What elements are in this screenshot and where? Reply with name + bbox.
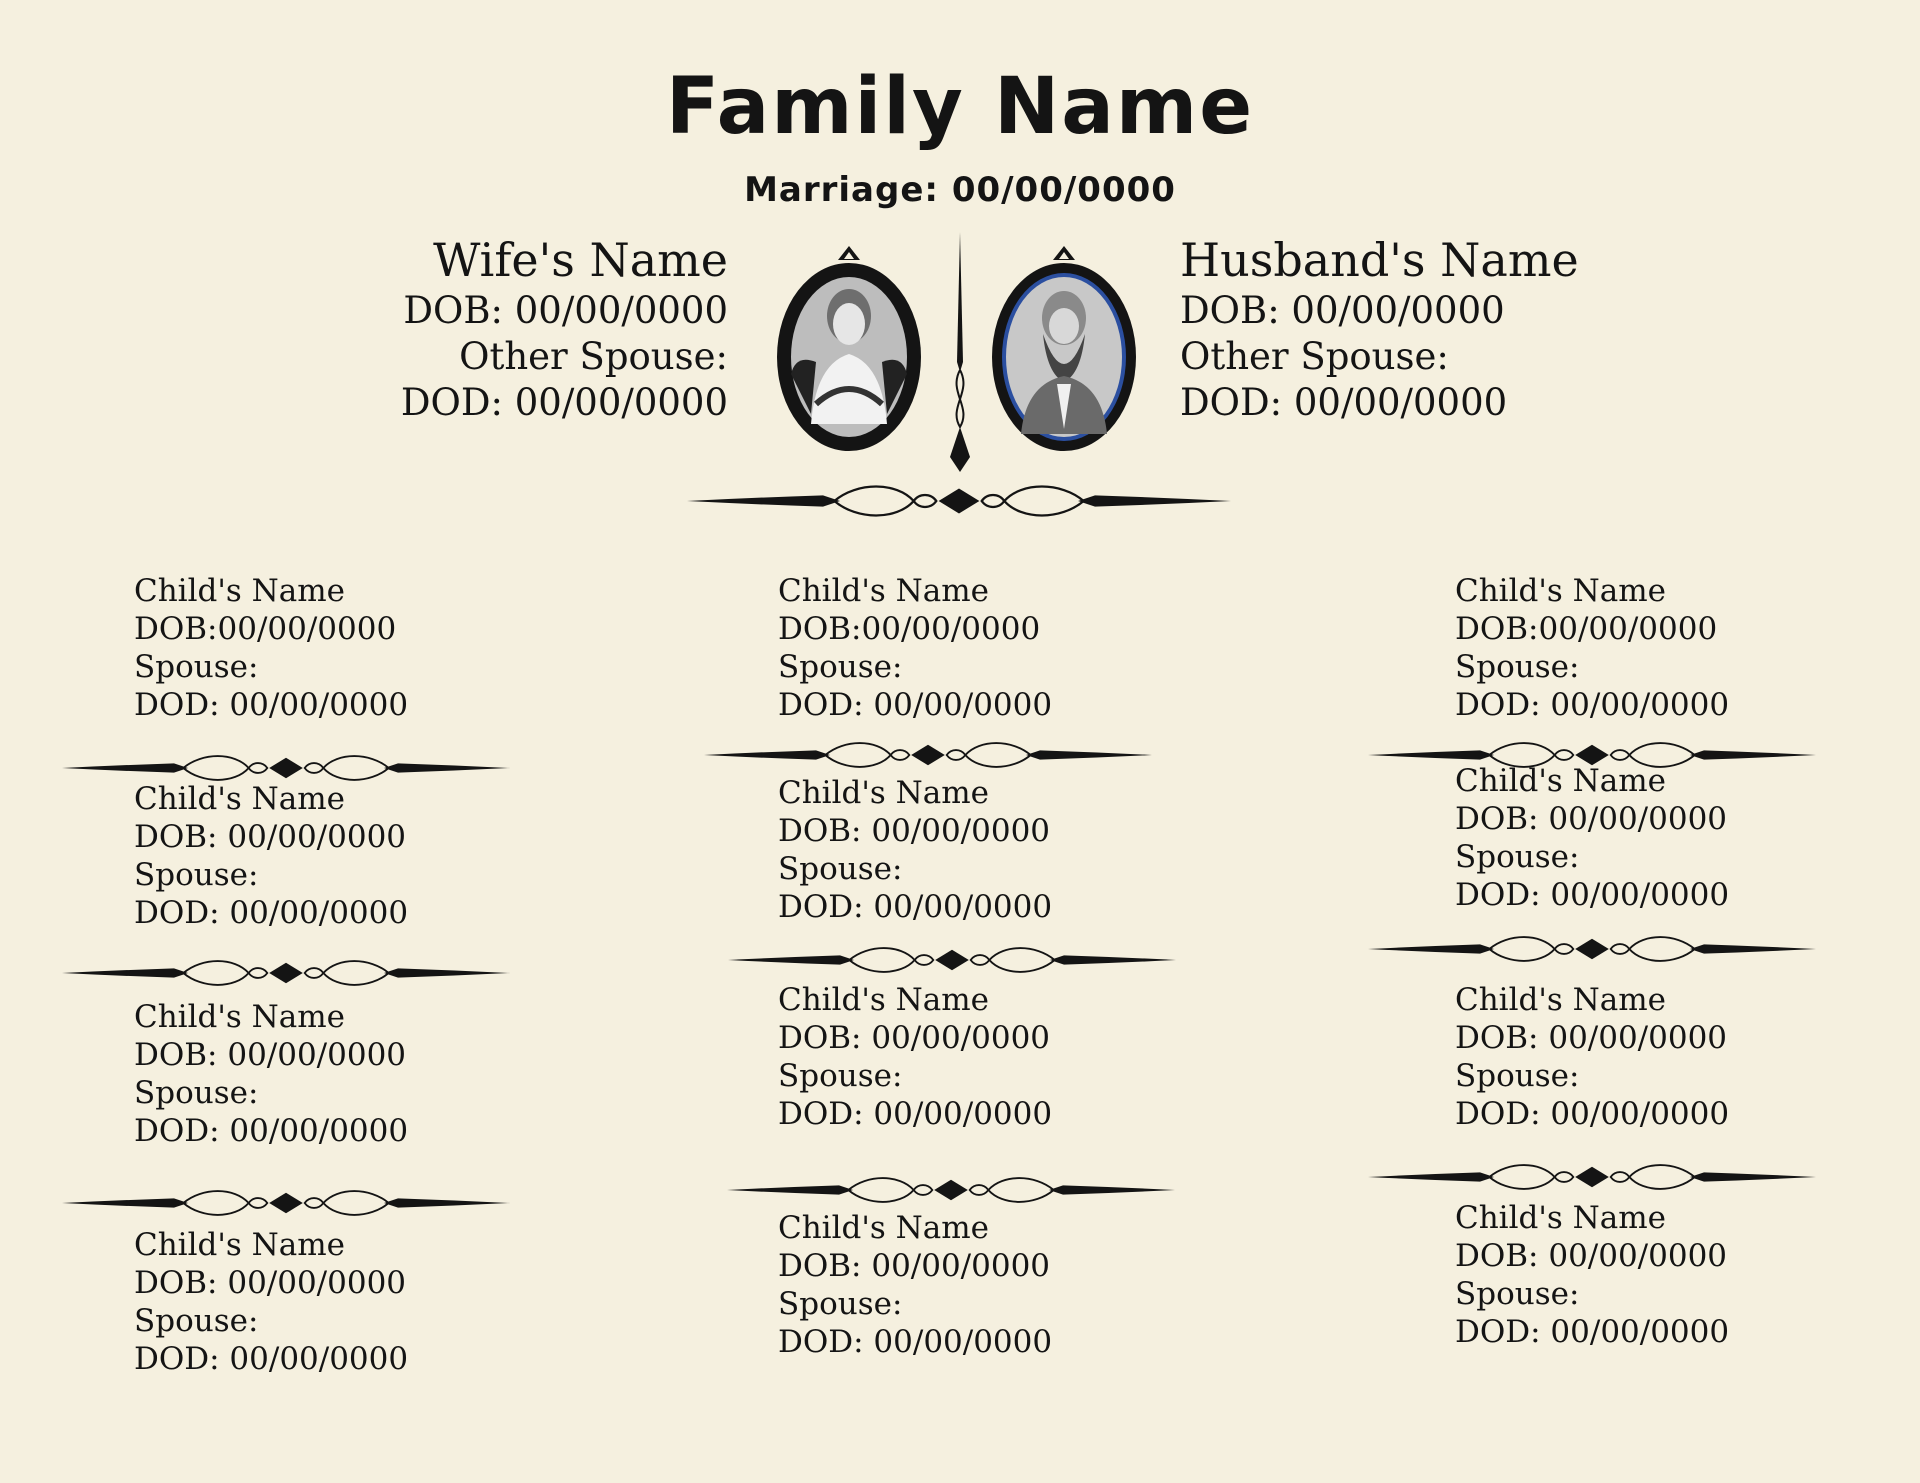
child-name: Child's Name [778, 1210, 989, 1246]
child-dod: DOD: 00/00/0000 [134, 895, 409, 931]
child-spouse: Spouse: [778, 851, 903, 887]
child-dob: DOB: 00/00/0000 [778, 813, 1051, 849]
child-spouse: Spouse: [778, 1286, 903, 1322]
child-dod: DOD: 00/00/0000 [134, 1341, 409, 1377]
divider [48, 1189, 524, 1217]
child-dod: DOD: 00/00/0000 [778, 1324, 1053, 1360]
child-name: Child's Name [778, 573, 989, 609]
center-spike-ornament [946, 232, 974, 480]
child-card [778, 1209, 1052, 1361]
child-card [134, 998, 408, 1150]
child-dod: DOD: 00/00/0000 [1455, 877, 1730, 913]
child-card [778, 774, 1052, 926]
child-card [134, 572, 408, 724]
divider [714, 946, 1190, 974]
wife-dod: DOD: 00/00/0000 [400, 381, 728, 424]
marriage-date: Marriage: 00/00/0000 [744, 170, 1176, 210]
husband-dod: DOD: 00/00/0000 [1180, 381, 1508, 424]
child-dob: DOB: 00/00/0000 [1455, 1020, 1728, 1056]
divider [1352, 1163, 1832, 1191]
child-dod: DOD: 00/00/0000 [1455, 1096, 1730, 1132]
wife-other-spouse: Other Spouse: [459, 335, 728, 378]
child-dob: DOB:00/00/0000 [778, 611, 1041, 647]
divider [706, 1176, 1196, 1204]
divider-main [584, 484, 1334, 518]
husband-dob: DOB: 00/00/0000 [1180, 289, 1505, 332]
husband-info [1180, 232, 1579, 426]
child-spouse: Spouse: [134, 857, 259, 893]
child-dod: DOD: 00/00/0000 [1455, 1314, 1730, 1350]
divider [1352, 935, 1832, 963]
child-dod: DOD: 00/00/0000 [134, 687, 409, 723]
child-dob: DOB: 00/00/0000 [134, 1265, 407, 1301]
divider [48, 754, 524, 782]
child-spouse: Spouse: [1455, 1058, 1580, 1094]
child-card [134, 1226, 408, 1378]
child-card [1455, 572, 1729, 724]
divider [48, 959, 524, 987]
child-name: Child's Name [778, 982, 989, 1018]
child-spouse: Spouse: [1455, 839, 1580, 875]
child-card [134, 780, 408, 932]
child-dod: DOD: 00/00/0000 [778, 1096, 1053, 1132]
child-card [1455, 1199, 1729, 1351]
child-dod: DOD: 00/00/0000 [1455, 687, 1730, 723]
divider [690, 741, 1166, 769]
child-dob: DOB:00/00/0000 [134, 611, 397, 647]
wife-dob: DOB: 00/00/0000 [403, 289, 728, 332]
child-name: Child's Name [134, 781, 345, 817]
child-spouse: Spouse: [1455, 1276, 1580, 1312]
wife-info [401, 232, 728, 426]
child-spouse: Spouse: [134, 1303, 259, 1339]
child-spouse: Spouse: [778, 1058, 903, 1094]
child-spouse: Spouse: [134, 1075, 259, 1111]
family-name-title: Family Name [665, 62, 1255, 152]
wife-name: Wife's Name [433, 233, 728, 287]
child-dob: DOB: 00/00/0000 [134, 1037, 407, 1073]
husband-portrait [991, 244, 1137, 454]
child-name: Child's Name [134, 999, 345, 1035]
child-spouse: Spouse: [1455, 649, 1580, 685]
child-dob: DOB: 00/00/0000 [778, 1248, 1051, 1284]
child-dob: DOB: 00/00/0000 [778, 1020, 1051, 1056]
child-name: Child's Name [1455, 763, 1666, 799]
child-name: Child's Name [778, 775, 989, 811]
child-card [778, 981, 1052, 1133]
child-card [1455, 981, 1729, 1133]
child-dod: DOD: 00/00/0000 [778, 889, 1053, 925]
husband-name: Husband's Name [1180, 233, 1579, 287]
wife-portrait [776, 244, 922, 454]
child-card [1455, 762, 1729, 914]
husband-other-spouse: Other Spouse: [1180, 335, 1449, 378]
child-name: Child's Name [134, 573, 345, 609]
child-dob: DOB: 00/00/0000 [134, 819, 407, 855]
child-dob: DOB:00/00/0000 [1455, 611, 1718, 647]
child-spouse: Spouse: [134, 649, 259, 685]
child-spouse: Spouse: [778, 649, 903, 685]
child-name: Child's Name [1455, 573, 1666, 609]
child-dod: DOD: 00/00/0000 [778, 687, 1053, 723]
child-dod: DOD: 00/00/0000 [134, 1113, 409, 1149]
child-card [778, 572, 1052, 724]
child-dob: DOB: 00/00/0000 [1455, 1238, 1728, 1274]
child-name: Child's Name [1455, 1200, 1666, 1236]
child-name: Child's Name [1455, 982, 1666, 1018]
child-name: Child's Name [134, 1227, 345, 1263]
child-dob: DOB: 00/00/0000 [1455, 801, 1728, 837]
